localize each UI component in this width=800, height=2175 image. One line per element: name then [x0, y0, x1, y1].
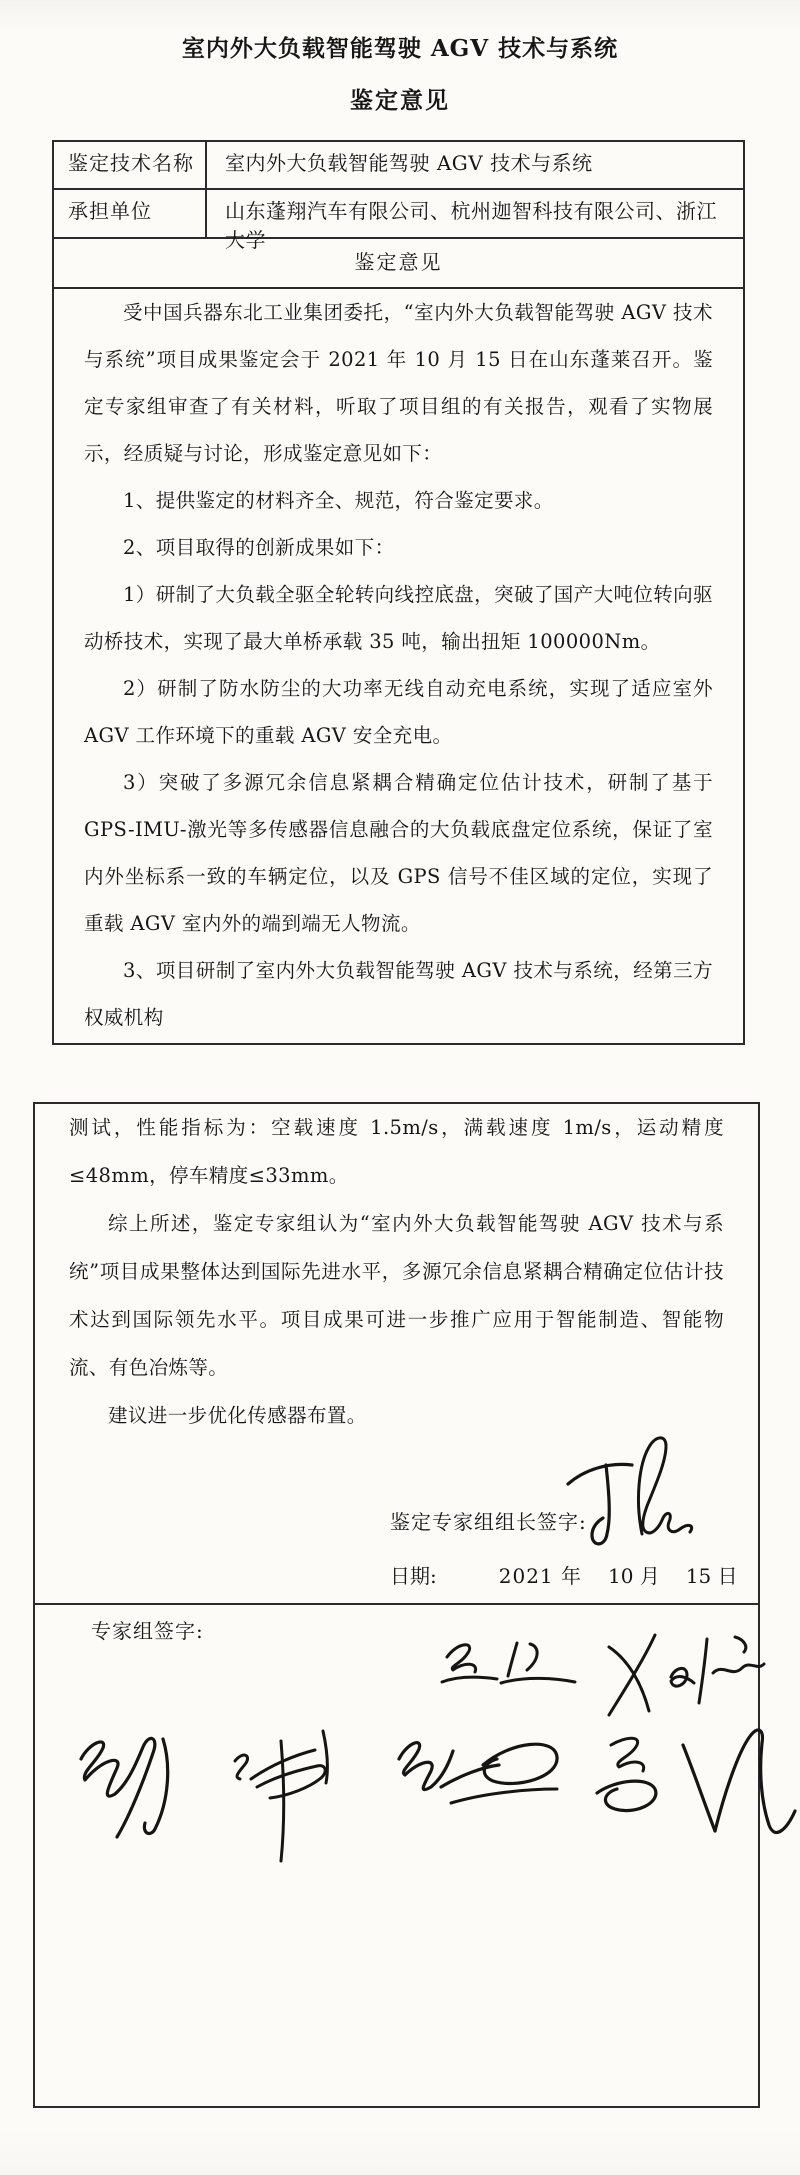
appraisal-table-page2	[33, 1102, 760, 2108]
expert-signature-2	[595, 1623, 770, 1723]
paragraph: 2）研制了防水防尘的大功率无线自动充电系统，实现了适应室外 AGV 工作环境下的重载 AGV 安全充电。	[84, 677, 713, 747]
table-row	[54, 190, 743, 252]
document-subtitle: 鉴定意见	[350, 87, 450, 114]
leader-signature	[562, 1434, 702, 1554]
paragraph: 3）突破了多源冗余信息紧耦合精确定位估计技术，研制了基于 GPS-IMU-激光等多传感器信息融合的大负载底盘定位系统，保证了室内外坐标系一致的车辆定位，以及 GPS 信号不佳区域的定位，实现了重载 AGV 室内外的端到端无人物流。	[84, 771, 713, 935]
date-month: 10 月	[608, 1564, 660, 1588]
paragraph: 1）研制了大负载全驱全轮转向线控底盘，突破了国产大吨位转向驱动桥技术，实现了最大单桥承载 35 吨，输出扭矩 100000Nm。	[84, 583, 713, 653]
experts-signature-label: 专家组签字:	[91, 1619, 204, 1643]
experts-signature-cell	[35, 1605, 758, 2106]
paragraph: 建议进一步优化传感器布置。	[108, 1404, 367, 1427]
paragraph: 3、项目研制了室内外大负载智能驾驶 AGV 技术与系统，经第三方权威机构	[84, 959, 713, 1029]
date-year: 2021 年	[498, 1564, 583, 1588]
paragraph: 受中国兵器东北工业集团委托，“室内外大负载智能驾驶 AGV 技术与系统”项目成果鉴定会于 2021 年 10 月 15 日在山东蓬莱召开。鉴定专家组审查了有关材料，听取了项目组的有关报告，观看了实物展示，经质疑与讨论，形成鉴定意见如下：	[84, 301, 713, 465]
expert-signature-3	[73, 1723, 193, 1843]
opinion-body-page2	[35, 1104, 758, 1605]
tech-name-value: 室内外大负载智能驾驶 AGV 技术与系统	[225, 151, 593, 175]
paragraph: 测试，性能指标为：空载速度 1.5m/s，满载速度 1m/s，运动精度≤48mm，停车精度≤33mm。	[69, 1116, 724, 1187]
document-title: 室内外大负载智能驾驶 AGV 技术与系统	[181, 35, 619, 62]
paragraph: 2、项目取得的创新成果如下：	[123, 536, 395, 559]
date-label: 日期:	[390, 1564, 437, 1588]
tech-name-label: 鉴定技术名称	[54, 142, 207, 188]
opinion-body-page1	[54, 289, 743, 1041]
leader-signature-label: 鉴定专家组组长签字:	[390, 1510, 587, 1534]
date-day: 15 日	[685, 1564, 738, 1588]
undertaking-unit-value: 山东蓬翔汽车有限公司、杭州迦智科技有限公司、浙江大学	[225, 199, 717, 252]
expert-signature-6	[583, 1723, 800, 1863]
expert-signature-1	[437, 1635, 582, 1695]
paragraph: 1、提供鉴定的材料齐全、规范，符合鉴定要求。	[123, 489, 554, 512]
expert-signature-5	[385, 1719, 575, 1829]
opinion-paragraphs	[69, 1104, 724, 1440]
opinion-section-header: 鉴定意见	[54, 239, 743, 289]
appraisal-table-page1	[52, 140, 745, 1045]
paragraph: 综上所述，鉴定专家组认为“室内外大负载智能驾驶 AGV 技术与系统”项目成果整体达到国际先进水平，多源冗余信息紧耦合精确定位估计技术达到国际领先水平。项目成果可进一步推广应用于智能制造、智能物流、有色冶炼等。	[69, 1212, 724, 1379]
date-line	[390, 1560, 738, 1589]
undertaking-unit-label: 承担单位	[54, 190, 207, 237]
table-row	[54, 142, 743, 190]
expert-signature-4	[223, 1717, 363, 1867]
